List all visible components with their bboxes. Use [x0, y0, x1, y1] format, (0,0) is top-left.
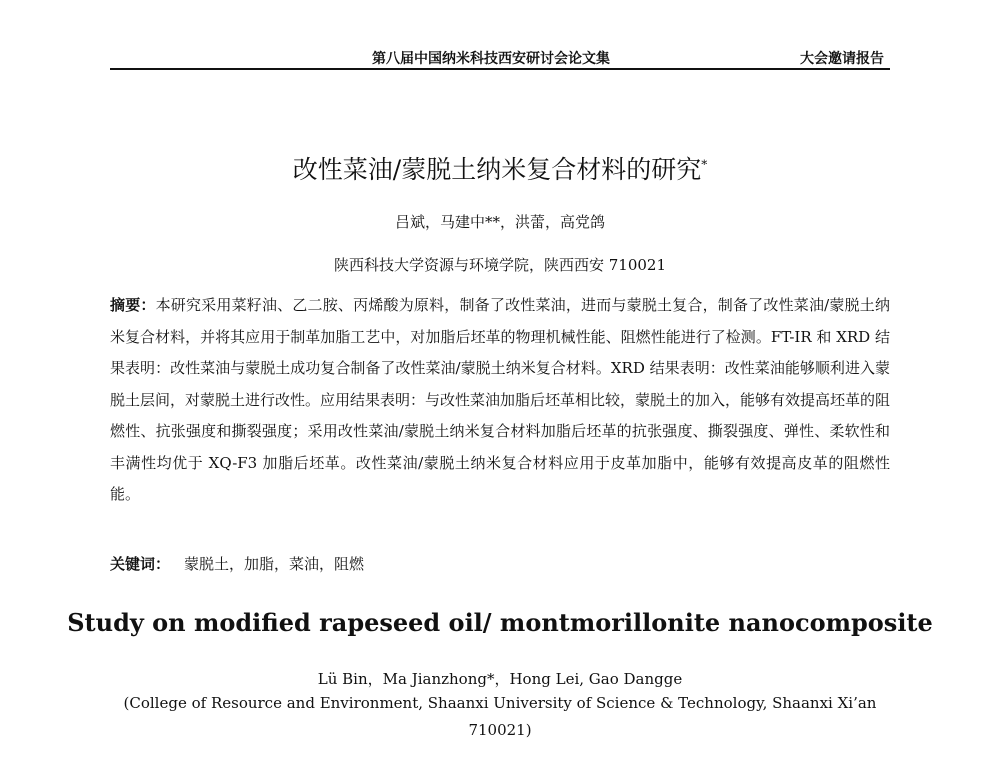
keywords-label: 关键词： — [110, 555, 171, 573]
affiliation-english-line1: (College of Resource and Environment, Shaanxi University of Science & Technology, Shaanxi Xi’an — [123, 694, 877, 712]
running-header — [110, 40, 890, 70]
abstract-body: 本研究采用菜籽油、乙二胺、丙烯酸为原料，制备了改性菜油，进而与蒙脱土复合，制备了改性菜油/蒙脱土纳米复合材料，并将其应用于制革加脂工艺中，对加脂后坯革的物理机械性能、阻燃性能进行了检测。FT-IR 和 XRD 结果表明：改性菜油与蒙脱土成功复合制备了改性菜油/蒙脱土纳米复合材料。XRD 结果表明：改性菜油能够顺利进入蒙脱土层间，对蒙脱土进行改性。应用结果表明：与改性菜油加脂后坯革相比较，蒙脱土的加入，能够有效提高坯革的阻燃性、抗张强度和撕裂强度；采用改性菜油/蒙脱土纳米复合材料加脂后坯革的抗张强度、撕裂强度、弹性、柔软性和丰满性均优于 XQ-F3 加脂后坯革。改性菜油/蒙脱土纳米复合材料应用于皮革加脂中，能够有效提高皮革的阻燃性能。 — [110, 296, 891, 503]
header-section-tag: 大会邀请报告 — [800, 51, 884, 67]
authors-english: Lü Bin，Ma Jianzhong*，Hong Lei, Gao Dangge — [317, 670, 683, 688]
paper-title-english: Study on modified rapeseed oil/ montmorillonite nanocomposite — [67, 608, 933, 637]
affiliation-english-line2: 710021) — [468, 721, 532, 739]
authors-chinese: 吕斌，马建中**，洪蕾，高党鸽 — [394, 213, 605, 231]
abstract-chinese — [110, 290, 890, 511]
paper-title-chinese — [0, 150, 1000, 186]
paper-title-chinese-text: 改性菜油/蒙脱土纳米复合材料的研究 — [292, 155, 702, 184]
keywords-chinese — [110, 553, 364, 574]
affiliation-chinese: 陕西科技大学资源与环境学院，陕西西安 710021 — [333, 256, 667, 274]
abstract-label: 摘要： — [110, 296, 156, 314]
keywords-list: 蒙脱土，加脂，菜油，阻燃 — [184, 555, 365, 573]
title-footnote-mark: * — [701, 157, 708, 172]
header-conference-title: 第八届中国纳米科技西安研讨会论文集 — [372, 51, 610, 67]
